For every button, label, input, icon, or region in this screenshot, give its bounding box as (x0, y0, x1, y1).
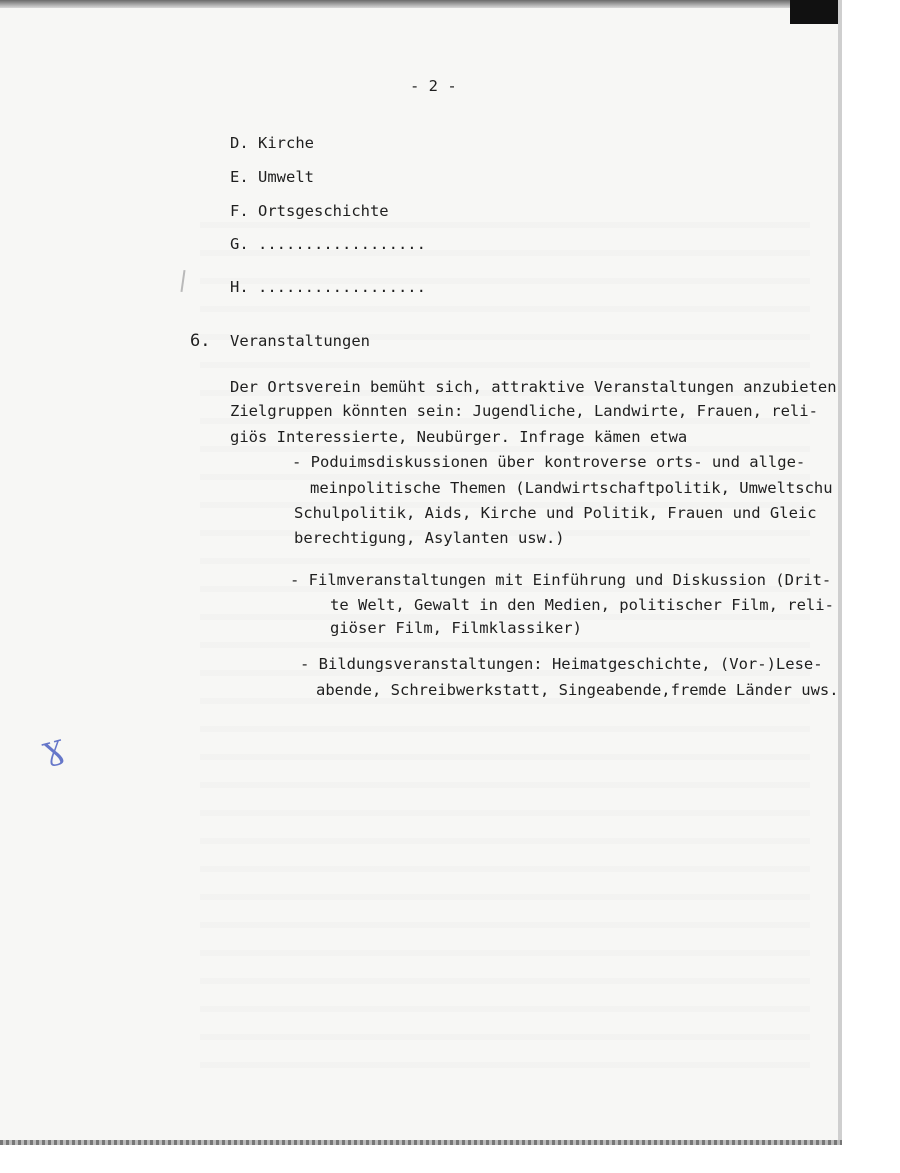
bullet-line: - Filmveranstaltungen mit Einführung und Diskussion (Drit- (290, 571, 832, 589)
bullet-line: Schulpolitik, Aids, Kirche und Politik, Frauen und Gleic (294, 504, 817, 522)
list-item: D. Kirche (230, 134, 314, 152)
bullet-line: - Bildungsveranstaltungen: Heimatgeschichte, (Vor-)Lese- (300, 655, 823, 673)
scan-top-edge (0, 0, 838, 8)
bullet-line: giöser Film, Filmklassiker) (330, 619, 582, 637)
list-item: G. .................. (230, 235, 426, 253)
section-title: Veranstaltungen (230, 332, 370, 350)
bullet-line: meinpolitische Themen (Landwirtschaftpolitik, Umweltschu (310, 479, 833, 497)
scan-corner-shadow (790, 0, 842, 24)
paragraph-line: Der Ortsverein bemüht sich, attraktive Veranstaltungen anzubieten (230, 378, 837, 396)
list-item: E. Umwelt (230, 168, 314, 186)
bullet-line: - Poduimsdiskussionen über kontroverse orts- und allge- (292, 453, 806, 471)
list-item: F. Ortsgeschichte (230, 202, 389, 220)
bullet-line: te Welt, Gewalt in den Medien, politischer Film, reli- (330, 596, 834, 614)
list-item: H. .................. (230, 278, 426, 296)
bullet-line: berechtigung, Asylanten usw.) (294, 529, 565, 547)
paragraph-line: Zielgruppen könnten sein: Jugendliche, Landwirte, Frauen, reli- (230, 402, 818, 420)
scan-right-edge (838, 0, 842, 1145)
paragraph-line: giös Interessierte, Neubürger. Infrage kämen etwa (230, 428, 688, 446)
bullet-line: abende, Schreibwerkstatt, Singeabende,fremde Länder uws. (316, 681, 839, 699)
scan-bottom-edge (0, 1140, 842, 1145)
section-number: 6. (190, 331, 211, 351)
handwritten-margin-mark: Ɣ (39, 733, 70, 774)
page-number: - 2 - (410, 77, 457, 95)
